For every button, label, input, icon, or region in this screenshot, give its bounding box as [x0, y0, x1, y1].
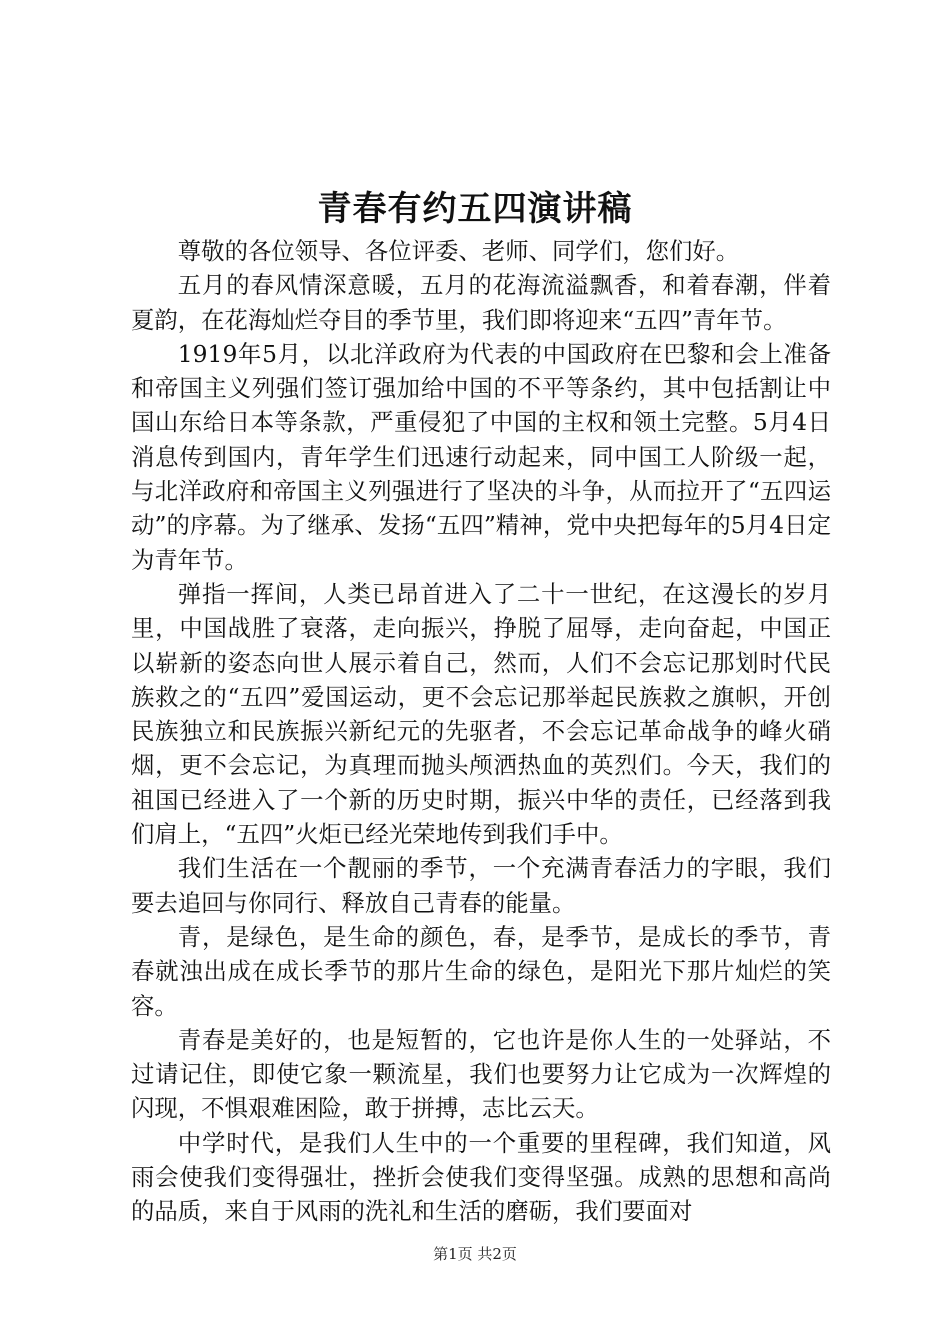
paragraph-history-1919: 1919年5月，以北洋政府为代表的中国政府在巴黎和会上准备和帝国主义列强们签订强加给中国的不平等条约，其中包括割让中国山东给日本等条款，严重侵犯了中国的主权和领土完整。5月4日消息传到国内，青年学生们迅速行动起来，同中国工人阶级一起，与北洋政府和帝国主义列强进行了坚决的斗争，从而拉开了“五四运动”的序幕。为了继承、发扬“五四”精神，党中央把每年的5月4日定为青年节。: [131, 339, 831, 574]
paragraph-may-spring: 五月的春风情深意暖，五月的花海流溢飘香，和着春潮，伴着夏韵，在花海灿烂夺目的季节里，我们即将迎来“五四”青年节。: [131, 271, 831, 334]
page-number-footer: 第1页 共2页: [433, 1245, 517, 1263]
paragraph-youth-brief: 青春是美好的，也是短暂的，它也许是你人生的一处驿站，不过请记住，即使它象一颗流星，我们也要努力让它成为一次辉煌的闪现，不惧艰难困险，敢于拼搏，志比云天。: [131, 1025, 831, 1123]
document-body: [131, 234, 831, 1229]
paragraph-green-youth: 青，是绿色，是生命的颜色，春，是季节，是成长的季节，青春就浊出成在成长季节的那片生命的绿色，是阳光下那片灿烂的笑容。: [131, 922, 831, 1020]
paragraph-greeting: 尊敬的各位领导、各位评委、老师、同学们，您们好。: [177, 237, 740, 265]
paragraph-middle-school: 中学时代，是我们人生中的一个重要的里程碑，我们知道，风雨会使我们变得强壮，挫折会使我们变得坚强。成熟的思想和高尚的品质，来自于风雨的洗礼和生活的磨砺，我们要面对: [131, 1128, 831, 1226]
document-title: 青春有约五四演讲稿: [317, 189, 633, 229]
paragraph-beautiful-season: 我们生活在一个靓丽的季节，一个充满青春活力的字眼，我们要去追回与你同行、释放自己青春的能量。: [131, 854, 831, 917]
paragraph-twenty-first-century: 弹指一挥间，人类已昂首进入了二十一世纪，在这漫长的岁月里，中国战胜了衰落，走向振兴，挣脱了屈辱，走向奋起，中国正以崭新的姿态向世人展示着自己，然而，人们不会忘记那划时代民族救之的“五四”爱国运动，更不会忘记那举起民族救之旗帜，开创民族独立和民族振兴新纪元的先驱者，不会忘记革命战争的峰火硝烟，更不会忘记，为真理而抛头颅洒热血的英烈们。今天，我们的祖国已经进入了一个新的历史时期，振兴中华的责任，已经落到我们肩上，“五四”火炬已经光荣地传到我们手中。: [131, 579, 831, 849]
